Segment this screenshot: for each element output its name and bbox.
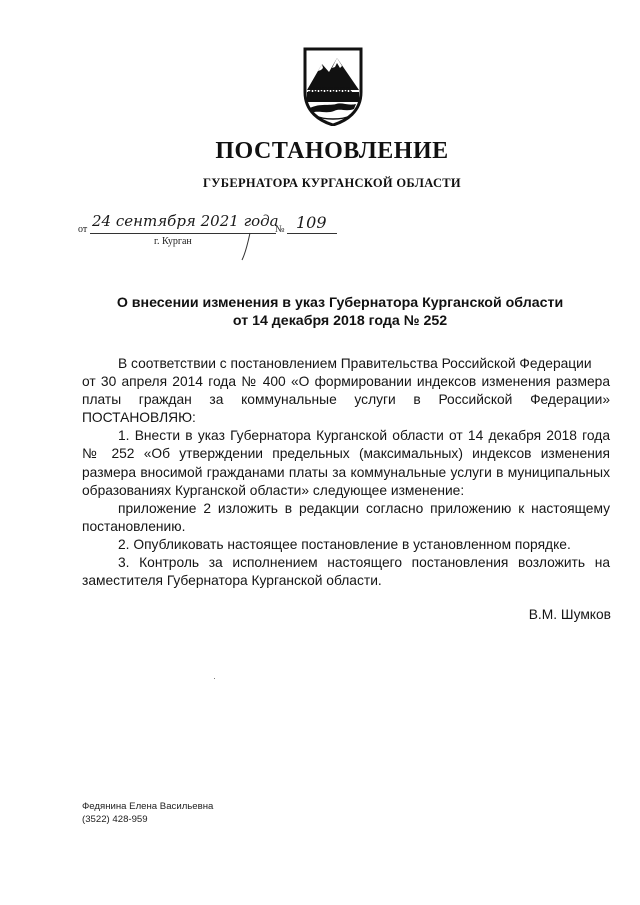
body-line: 2. Опубликовать настоящее постановление в установленном порядке. [118,536,571,552]
body-line: В соответствии с постановлением Правительства Российской Федерации [118,356,592,371]
body-line: приложение 2 изложить в редакции согласно приложению к настоящему [118,500,610,516]
body-line: платы граждан за коммунальные услуги в Российской Федерации» [82,392,610,408]
signature-stroke-icon [236,232,258,262]
number-underline [287,233,337,234]
document-title: ПОСТАНОВЛЕНИЕ [215,138,449,164]
body-line: от 30 апреля 2014 года № 400 «О формировании индексов изменения размера [82,374,610,390]
heading-line-2: от 14 декабря 2018 года № 252 [232,313,448,329]
body-line: 3. Контроль за исполнением настоящего постановления возложить на [118,555,610,571]
executor-info [82,800,213,826]
body-line: 1. Внести в указ Губернатора Курганской области от 14 декабря 2018 года [118,428,610,444]
body-line-resolve: ПОСТАНОВЛЯЮ: [82,410,196,426]
number-label: № [275,224,285,235]
body-line: постановлению. [82,518,186,534]
body-line: № 252 «Об утверждении предельных (максимальных) индексов изменения [82,446,610,462]
executor-name: Федянина Елена Васильевна [82,801,214,812]
number-handwritten: 109 [296,213,327,232]
stray-dot [214,678,215,679]
date-from-label: от [78,224,88,235]
document-subtitle: ГУБЕРНАТОРА КУРГАНСКОЙ ОБЛАСТИ [203,176,461,190]
date-handwritten: 24 сентября 2021 года [92,212,279,230]
city-label: г. Курган [154,236,192,247]
body-line: размера вносимой гражданами платы за коммунальные услуги в муниципальных [82,464,610,480]
document-heading [100,294,580,330]
coat-of-arms-icon [302,46,364,126]
body-line: заместителя Губернатора Курганской области. [82,573,382,589]
body-line: образованиях Курганской области» следующее изменение: [82,482,465,498]
signature-name: В.М. Шумков [528,607,611,622]
executor-phone: (3522) 428-959 [82,814,148,825]
document-body [82,355,610,590]
heading-line-1: О внесении изменения в указ Губернатора Курганской области [116,295,564,311]
